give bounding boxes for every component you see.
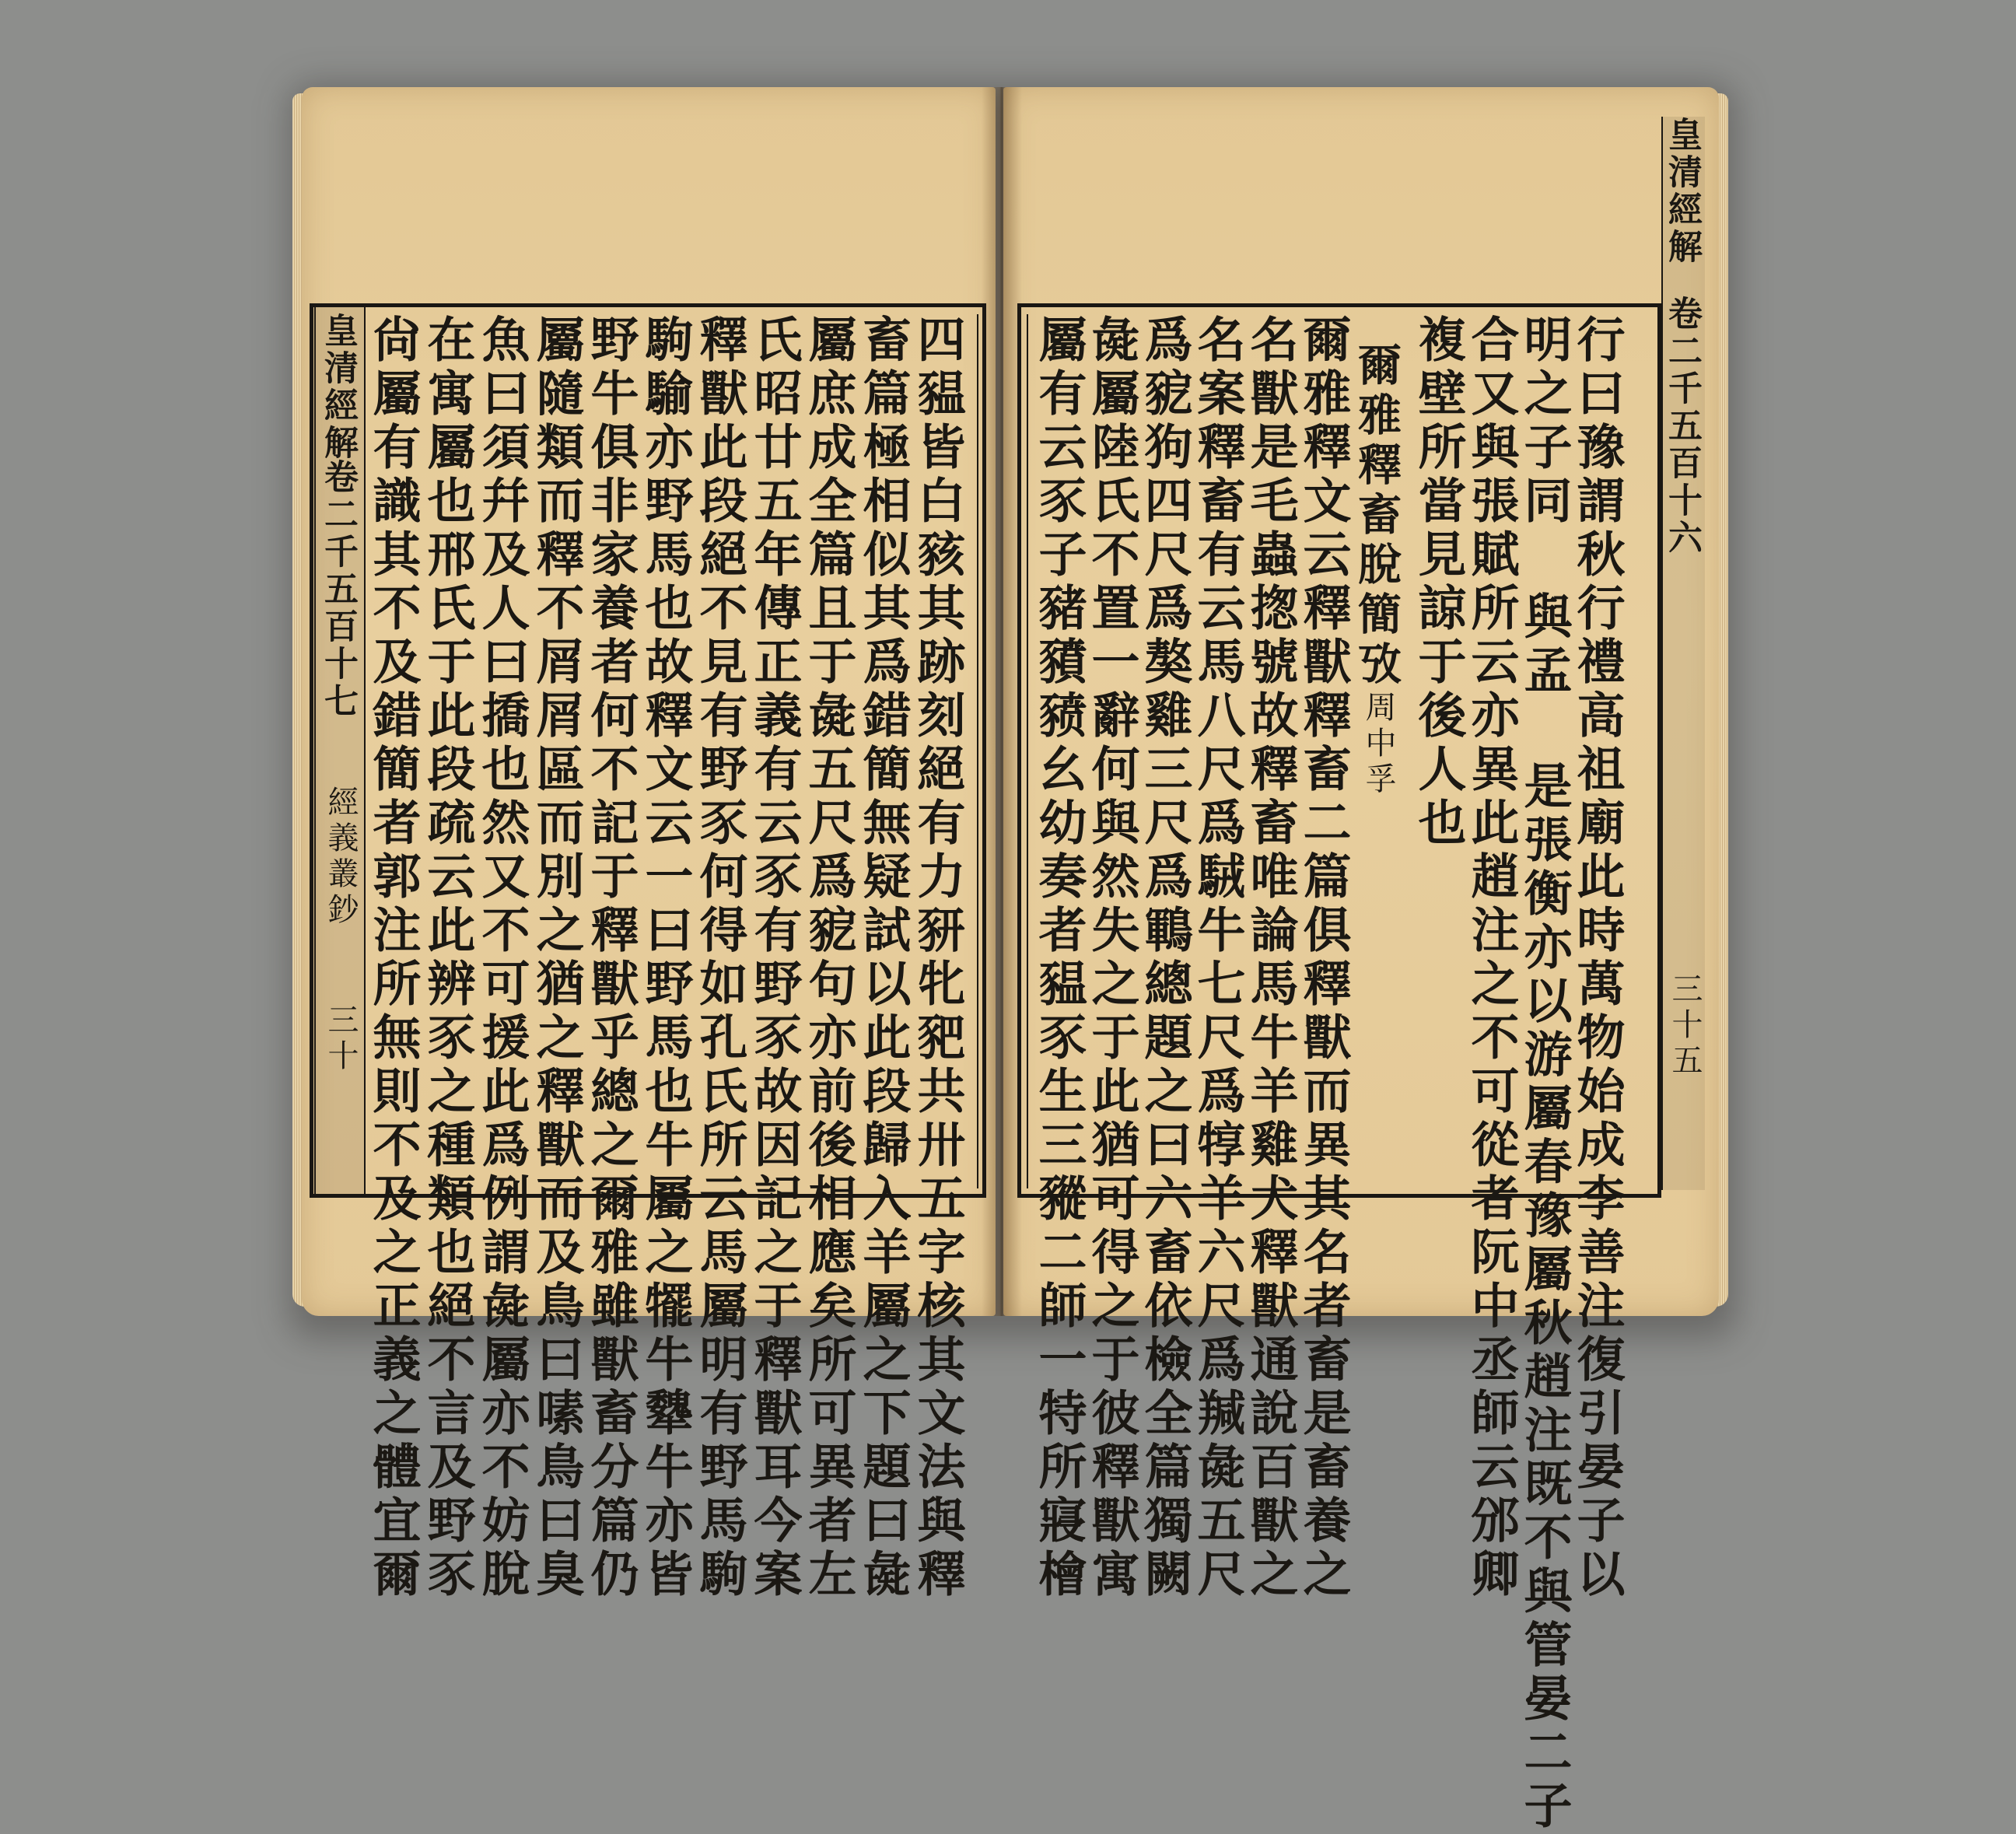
right-column-10: 彘屬陸氏不置一辭何與然失之于此猶可得之于彼釋獸寓 — [1083, 314, 1140, 1602]
left-column-5: 野牛俱非家養者何不記于釋獸乎總之爾雅雖獸畜分篇仍 — [583, 314, 639, 1602]
left-margin-title: 皇清經解 — [318, 313, 358, 462]
left-column-9: 屬庶成全篇且于彘五尺爲豟句亦前後相應矣所可異者左 — [800, 314, 857, 1602]
right-column-2: 明之子同 與孟 是張衡亦以游屬春豫屬秋趙注既不與管晏二子 — [1516, 314, 1573, 1834]
right-margin-volume: 卷二千五百十六 — [1662, 296, 1702, 557]
left-margin-volume: 卷二千五百十七 — [318, 459, 358, 720]
left-column-2: 在寓屬也邢氏于此段疏云此辨豕之種類也絕不言及野豕 — [419, 314, 476, 1602]
right-column-9: 爲豟狗四尺爲獒雞三尺爲鶤總題之曰六畜依檢全篇獨闕 — [1136, 314, 1193, 1602]
right-column-7: 名獸是毛蟲揔號故釋畜唯論馬牛羊雞犬釋獸通說百獸之 — [1242, 314, 1299, 1602]
right-heading: 爾雅釋畜脫簡攷 — [1351, 342, 1402, 691]
left-column-3: 魚曰須幷及人曰撟也然又不可援此爲例謂彘屬亦不妨脫 — [474, 314, 530, 1602]
right-column-4: 複壁所當見諒于後人也 — [1410, 314, 1467, 851]
left-column-7: 釋獸此段絕不見有野豕何得如孔氏所云馬屬明有野馬駒 — [691, 314, 748, 1602]
left-column-8: 氏昭廿五年傳正義有云豕有野豕故因記之于釋獸耳今案 — [746, 314, 803, 1602]
right-byline: 周中孚 — [1360, 691, 1396, 798]
right-margin-folio: 三十五 — [1667, 972, 1703, 1080]
right-column-11: 屬有云豕子豬豶豮幺幼奏者豱豕生三豵二師一特所寢檜 — [1031, 314, 1087, 1602]
left-column-4: 屬隨類而釋不屑屑區而別之猶之釋獸而及鳥曰嗉鳥曰臭 — [528, 314, 585, 1602]
left-margin-folio: 三十 — [323, 1003, 359, 1075]
right-column-8: 名案釋畜有云馬八尺爲駥牛七尺爲犉羊六尺爲羬彘五尺 — [1189, 314, 1246, 1602]
right-inner-rule — [1027, 314, 1028, 1188]
left-column-6: 駒騟亦野馬也故釋文云一曰野馬也牛屬之犤牛犩牛亦皆 — [637, 314, 694, 1602]
right-margin-title: 皇清經解 — [1662, 117, 1702, 266]
left-column-1: 尙屬有識其不及錯簡者郭注所無則不及之正義之體宜爾 — [365, 314, 422, 1602]
left-column-11: 四豱皆白豥其跡刻絕有力豜牝豝共卅五字核其文法與釋 — [909, 314, 966, 1602]
left-column-10: 畜篇極相似其爲錯簡無疑試以此段歸入羊屬之下題曰彘 — [855, 314, 912, 1602]
right-column-6: 爾雅釋文云釋獸釋畜二篇俱釋獸而異其名者畜是畜養之 — [1295, 314, 1352, 1602]
left-inner-rule — [977, 314, 978, 1188]
right-column-3: 合又與張賦所云亦異此趙注之不可從者阮中丞師云邠卿 — [1463, 314, 1520, 1602]
right-column-1: 行曰豫謂秋行禮高祖廟此時萬物始成李善注復引晏子以 — [1569, 314, 1626, 1602]
left-margin-series: 經義叢鈔 — [323, 786, 359, 929]
book-gutter — [982, 87, 1022, 1316]
